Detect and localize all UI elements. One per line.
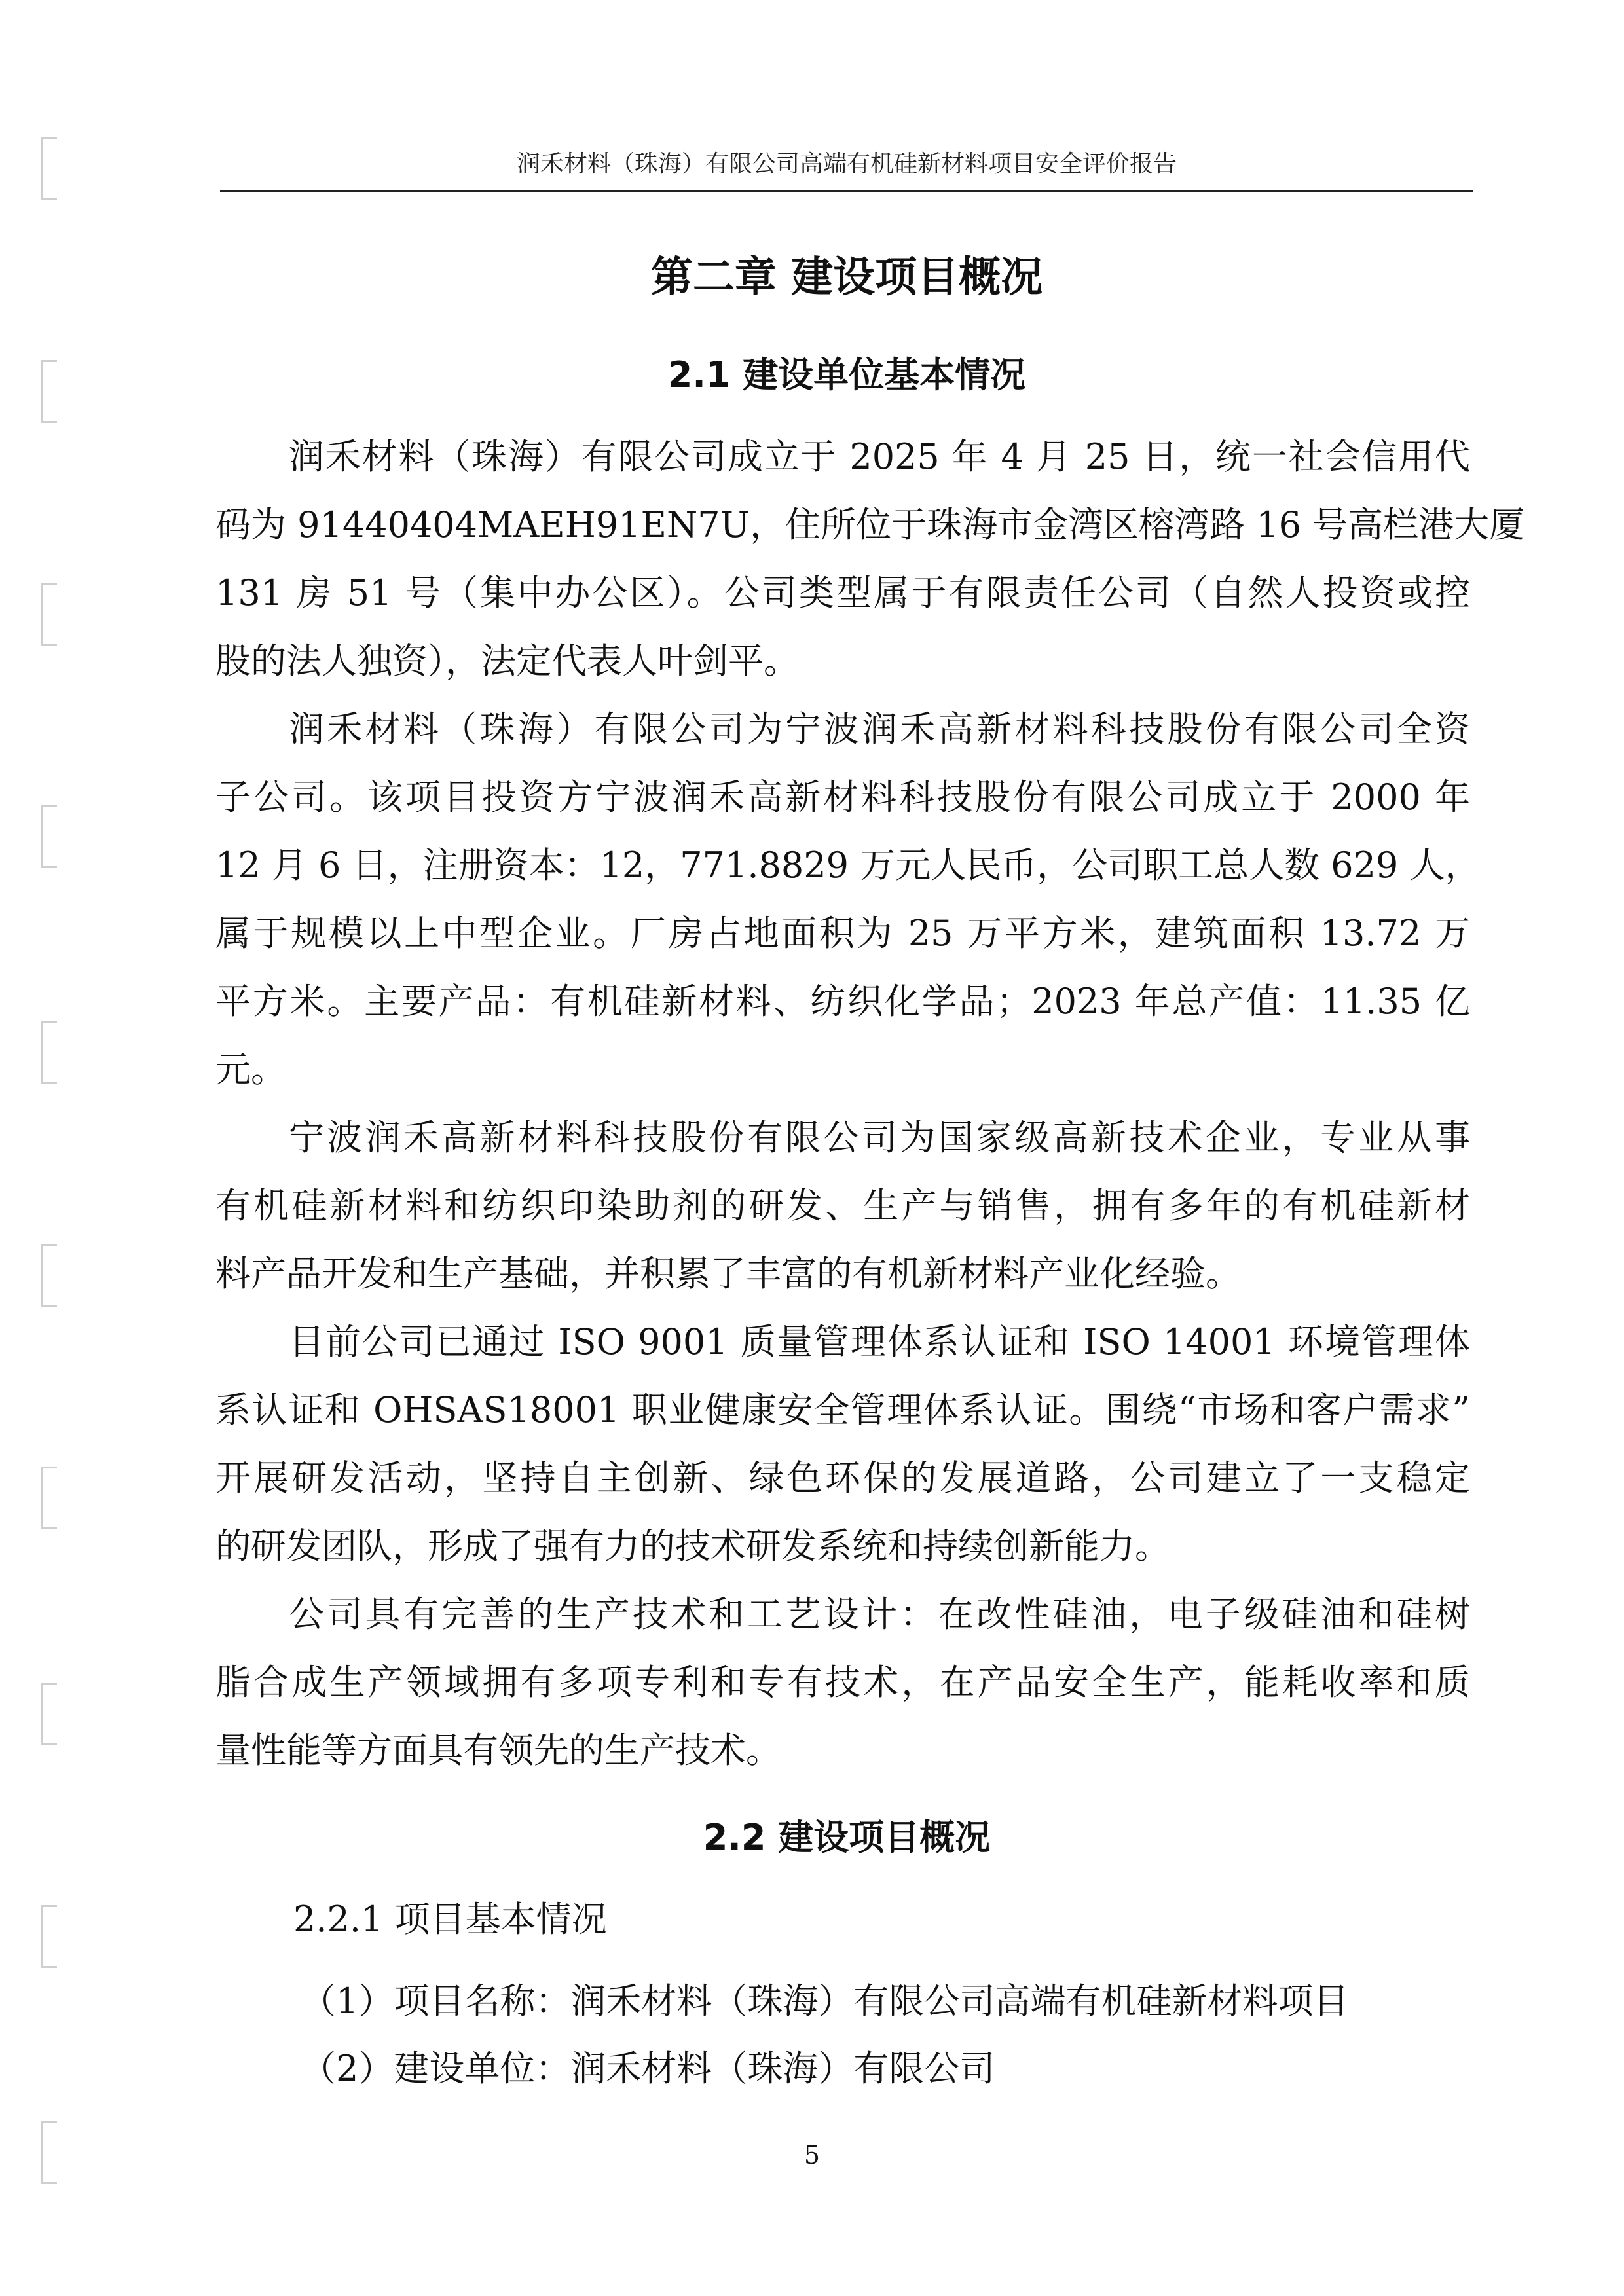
scan-mark — [41, 1683, 57, 1745]
paragraph-line: 开展研发活动，坚持自主创新、绿色环保的发展道路，公司建立了一支稳定 — [215, 1457, 1470, 1499]
paragraph-line: 系认证和 OHSAS18001 职业健康安全管理体系认证。围绕“市场和客户需求” — [215, 1389, 1470, 1430]
section-heading-2-2: 2.2 建设项目概况 — [703, 1817, 991, 1858]
paragraph-line: 目前公司已通过 ISO 9001 质量管理体系认证和 ISO 14001 环境管理体 — [289, 1321, 1470, 1362]
scan-mark — [41, 360, 57, 423]
paragraph-line: 公司具有完善的生产技术和工艺设计：在改性硅油，电子级硅油和硅树 — [289, 1594, 1470, 1635]
chapter-title: 第二章 建设项目概况 — [650, 253, 1043, 302]
header-divider — [220, 190, 1473, 192]
scan-mark — [41, 583, 57, 646]
paragraph-line: 码为 91440404MAEH91EN7U，住所位于珠海市金湾区榕湾路 16 号高栏港大厦 — [215, 504, 1525, 545]
paragraph-line: 润禾材料（珠海）有限公司为宁波润禾高新材料科技股份有限公司全资 — [289, 708, 1470, 750]
scan-mark — [41, 805, 57, 868]
paragraph-line: 润禾材料（珠海）有限公司成立于 2025 年 4 月 25 日，统一社会信用代 — [289, 436, 1470, 477]
page-number: 5 — [803, 2141, 821, 2170]
paragraph-line: 宁波润禾高新材料科技股份有限公司为国家级高新技术企业，专业从事 — [289, 1117, 1470, 1158]
scan-mark — [41, 1905, 57, 1968]
paragraph-line: 131 房 51 号（集中办公区）。公司类型属于有限责任公司（自然人投资或控 — [215, 572, 1470, 613]
subsection-heading-2-2-1: 2.2.1 项目基本情况 — [293, 1899, 607, 1940]
paragraph-line: 脂合成生产领域拥有多项专利和专有技术，在产品安全生产，能耗收率和质 — [215, 1662, 1470, 1703]
paragraph-line: 股的法人独资），法定代表人叶剑平。 — [215, 640, 799, 682]
scan-mark — [41, 1021, 57, 1084]
paragraph-line: 的研发团队，形成了强有力的技术研发系统和持续创新能力。 — [215, 1525, 1170, 1567]
scan-mark — [41, 1467, 57, 1529]
paragraph-line: 平方米。主要产品：有机硅新材料、纺织化学品；2023 年总产值：11.35 亿 — [215, 981, 1470, 1022]
paragraph-line: 属于规模以上中型企业。厂房占地面积为 25 万平方米，建筑面积 13.72 万 — [215, 913, 1470, 954]
paragraph-line: 子公司。该项目投资方宁波润禾高新材料科技股份有限公司成立于 2000 年 — [215, 776, 1470, 818]
scan-mark — [41, 1244, 57, 1307]
list-item: （2）建设单位：润禾材料（珠海）有限公司 — [301, 2048, 995, 2089]
paragraph-line: 量性能等方面具有领先的生产技术。 — [215, 1730, 781, 1771]
paragraph-line: 有机硅新材料和纺织印染助剂的研发、生产与销售，拥有多年的有机硅新材 — [215, 1185, 1470, 1226]
paragraph-line: 料产品开发和生产基础，并积累了丰富的有机新材料产业化经验。 — [215, 1253, 1241, 1294]
list-item: （1）项目名称：润禾材料（珠海）有限公司高端有机硅新材料项目 — [301, 1980, 1349, 2022]
scan-mark — [41, 137, 57, 200]
paragraph-line: 12 月 6 日，注册资本：12，771.8829 万元人民币，公司职工总人数 629 人， — [215, 845, 1481, 886]
paragraph-line: 元。 — [215, 1049, 286, 1090]
running-header: 润禾材料（珠海）有限公司高端有机硅新材料项目安全评价报告 — [516, 151, 1177, 177]
section-heading-2-1: 2.1 建设单位基本情况 — [667, 354, 1026, 395]
